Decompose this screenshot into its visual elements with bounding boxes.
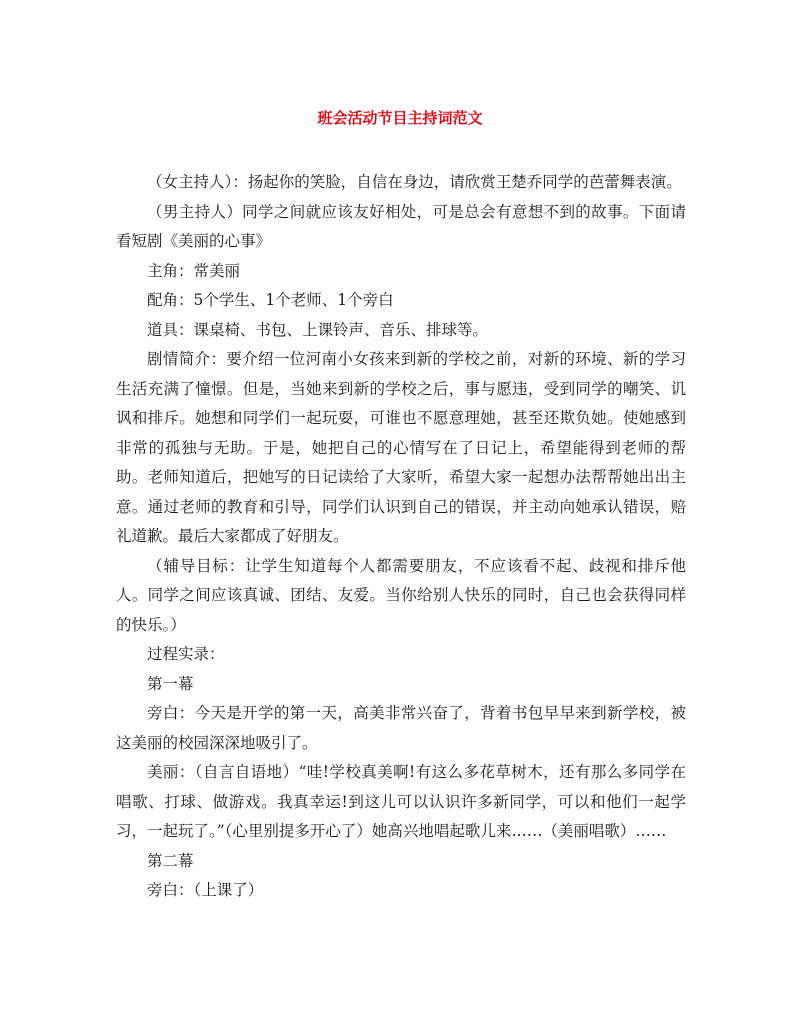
paragraph-narration-1: 旁白：今天是开学的第一天，高美非常兴奋了，背着书包早早来到新学校，被这美丽的校园深深地吸引了。 <box>116 704 686 752</box>
paragraph-male-host: （男主持人）同学之间就应该友好相处，可是总会有意想不到的故事。下面请看短剧《美丽的心事》 <box>116 202 686 250</box>
paragraph-act-two: 第二幕 <box>147 851 194 870</box>
paragraph-synopsis: 剧情简介：要介绍一位河南小女孩来到新的学校之前，对新的环境、新的学习生活充满了憧憬。但是，当她来到新的学校之后，事与愿违，受到同学的嘲笑、讥讽和排斥。她想和同学们一起玩耍，可谁也不愿意理她，甚至还欺负她。使她感到非常的孤独与无助。于是，她把自己的心情写在了日记上，希望能得到老师的帮助。老师知道后，把她写的日记读给了大家听，希望大家一起想办法帮帮她出出主意。通过老师的教育和引导，同学们认识到自己的错误，并主动向她承认错误，赔礼道歉。最后大家都成了好朋友。 <box>116 350 686 545</box>
paragraph-lead-role: 主角：常美丽 <box>147 261 241 280</box>
paragraph-act-one: 第一幕 <box>147 674 194 693</box>
paragraph-narration-2: 旁白：（上课了） <box>147 881 264 899</box>
paragraph-guidance-goal: （辅导目标：让学生知道每个人都需要朋友，不应该看不起、歧视和排斥他人。同学之间应该真诚、团结、友爱。当你给别人快乐的同时，自己也会获得同样的快乐。） <box>116 556 686 634</box>
paragraph-meili-monologue: 美丽：（自言自语地）“哇!学校真美啊!有这么多花草树木，还有那么多同学在唱歌、打球、做游戏。我真幸运!到这儿可以认识许多新同学，可以和他们一起学习，一起玩了。”（心里别提多开心了）她高兴地唱起歌儿来……（美丽唱歌）…… <box>116 763 686 840</box>
paragraph-supporting-roles: 配角：5个学生、1个老师、1个旁白 <box>147 291 394 309</box>
paragraph-process-heading: 过程实录： <box>147 645 225 663</box>
document-title: 班会活动节目主持词范文 <box>317 109 483 127</box>
paragraph-female-host: （女主持人）：扬起你的笑脸，自信在身边，请欣赏王楚乔同学的芭蕾舞表演。 <box>147 173 682 191</box>
paragraph-props: 道具：课桌椅、书包、上课铃声、音乐、排球等。 <box>147 320 489 339</box>
document-body <box>116 168 686 906</box>
